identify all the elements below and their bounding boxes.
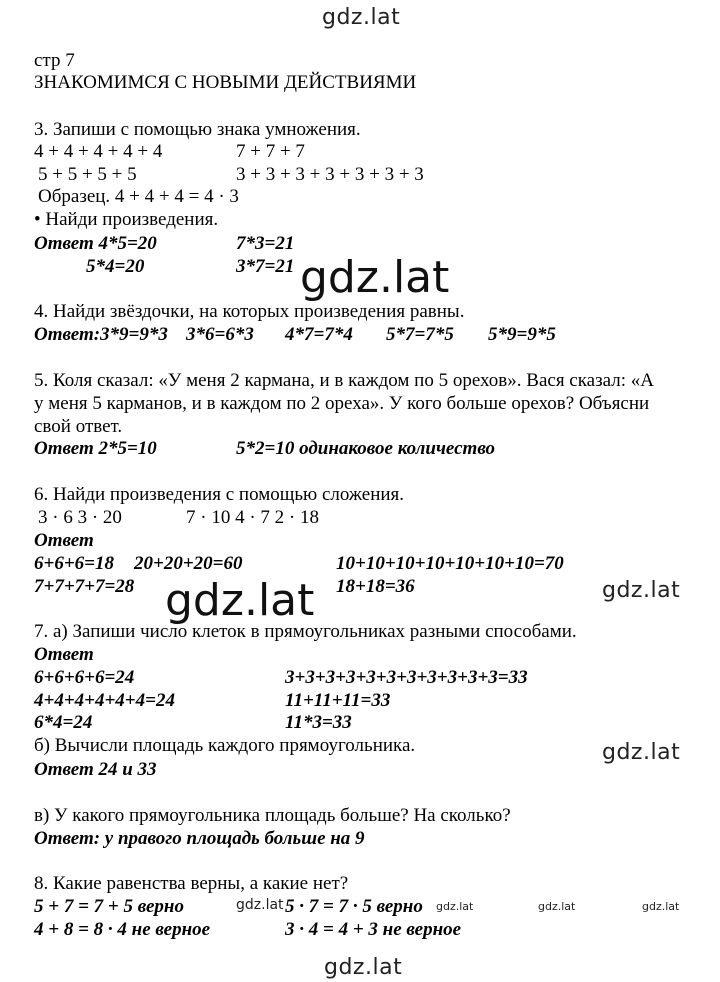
task6-examples-2: 7 · 10 4 · 7 2 · 18 bbox=[186, 507, 319, 528]
task3-answer-1a: Ответ 4*5=20 bbox=[34, 233, 157, 254]
task6-answer-1a: 6+6+6=18 bbox=[34, 553, 114, 574]
watermark-small-1: gdz.lat bbox=[436, 900, 474, 913]
watermark-big-1: gdz.lat bbox=[300, 252, 450, 303]
page-number: стр 7 bbox=[34, 50, 75, 71]
task3-bullet: • Найди произведения. bbox=[34, 209, 219, 230]
task7-answer-2b: 11+11+11=33 bbox=[285, 690, 391, 711]
watermark-top: gdz.lat bbox=[322, 5, 401, 30]
page-heading: ЗНАКОМИМСЯ С НОВЫМИ ДЕЙСТВИЯМИ bbox=[34, 72, 417, 93]
watermark-bottom: gdz.lat bbox=[324, 955, 403, 980]
task8-answer-2a: 4 + 8 = 8 · 4 не верное bbox=[34, 919, 211, 940]
task7-answer-3a: 6*4=24 bbox=[34, 712, 93, 733]
task3-expr-a1: 4 + 4 + 4 + 4 + 4 bbox=[34, 141, 163, 162]
task3-expr-b2: 3 + 3 + 3 + 3 + 3 + 3 + 3 bbox=[236, 164, 424, 185]
task7-answer-label: Ответ bbox=[34, 644, 94, 665]
task7-title: 7. а) Запиши число клеток в прямоугольниках разными способами. bbox=[34, 621, 577, 642]
task3-answer-2a: 5*4=20 bbox=[86, 256, 145, 277]
task4-answer-5: 5*9=9*5 bbox=[488, 324, 556, 345]
task5-answer-2: 5*2=10 одинаковое количество bbox=[236, 438, 496, 459]
task4-answer-1: Ответ:3*9=9*3 bbox=[34, 324, 168, 345]
task5-line-3: свой ответ. bbox=[34, 416, 123, 437]
task3-sample: Образец. 4 + 4 + 4 = 4 · 3 bbox=[38, 186, 239, 207]
task6-answer-2c: 18+18=36 bbox=[336, 576, 415, 597]
task7-answer-2a: 4+4+4+4+4+4=24 bbox=[34, 690, 175, 711]
task7-b-question: б) Вычисли площадь каждого прямоугольника. bbox=[34, 735, 416, 756]
task8-answer-1a: 5 + 7 = 7 + 5 верно bbox=[34, 896, 184, 917]
task3-expr-a2: 5 + 5 + 5 + 5 bbox=[38, 164, 137, 185]
task6-answer-label: Ответ bbox=[34, 530, 94, 551]
task3-answer-1b: 7*3=21 bbox=[236, 233, 295, 254]
task7-v-question: в) У какого прямоугольника площадь больше? На сколько? bbox=[34, 805, 511, 826]
watermark-small-3: gdz.lat bbox=[642, 900, 680, 913]
task6-answer-1c: 10+10+10+10+10+10+10=70 bbox=[336, 553, 564, 574]
watermark-right-1: gdz.lat bbox=[602, 578, 681, 603]
task7-answer-3b: 11*3=33 bbox=[285, 712, 352, 733]
task8-answer-1b: 5 · 7 = 7 · 5 верно bbox=[285, 896, 423, 917]
task7-answer-1b: 3+3+3+3+3+3+3+3+3+3+3=33 bbox=[285, 667, 528, 688]
task3-title: 3. Запиши с помощью знака умножения. bbox=[34, 119, 361, 140]
watermark-inline-1: gdz.lat bbox=[236, 897, 284, 913]
task5-line-1: 5. Коля сказал: «У меня 2 кармана, и в каждом по 5 орехов». Вася сказал: «А bbox=[34, 370, 654, 391]
task5-line-2: у меня 5 карманов, и в каждом по 2 ореха». У кого больше орехов? Объясни bbox=[34, 393, 650, 414]
task3-expr-b1: 7 + 7 + 7 bbox=[236, 141, 305, 162]
task7-answer-1a: 6+6+6+6=24 bbox=[34, 667, 135, 688]
task6-answer-1b: 20+20+20=60 bbox=[134, 553, 243, 574]
task6-answer-2a: 7+7+7+7=28 bbox=[34, 576, 135, 597]
task3-answer-2b: 3*7=21 bbox=[236, 256, 295, 277]
task6-title: 6. Найди произведения с помощью сложения. bbox=[34, 484, 405, 505]
watermark-big-2: gdz.lat bbox=[165, 575, 315, 626]
task7-v-answer: Ответ: у правого площадь больше на 9 bbox=[34, 828, 365, 849]
watermark-small-2: gdz.lat bbox=[538, 900, 576, 913]
task7-b-answer: Ответ 24 и 33 bbox=[34, 759, 157, 780]
task8-answer-2b: 3 · 4 = 4 + 3 не верное bbox=[285, 919, 462, 940]
task8-title: 8. Какие равенства верны, а какие нет? bbox=[34, 873, 349, 894]
task6-examples-1: 3 · 6 3 · 20 bbox=[38, 507, 122, 528]
task4-title: 4. Найди звёздочки, на которых произведения равны. bbox=[34, 301, 465, 322]
watermark-right-2: gdz.lat bbox=[602, 740, 681, 765]
task4-answer-3: 4*7=7*4 bbox=[285, 324, 353, 345]
task5-answer-1: Ответ 2*5=10 bbox=[34, 438, 157, 459]
task4-answer-2: 3*6=6*3 bbox=[186, 324, 254, 345]
task4-answer-4: 5*7=7*5 bbox=[386, 324, 454, 345]
